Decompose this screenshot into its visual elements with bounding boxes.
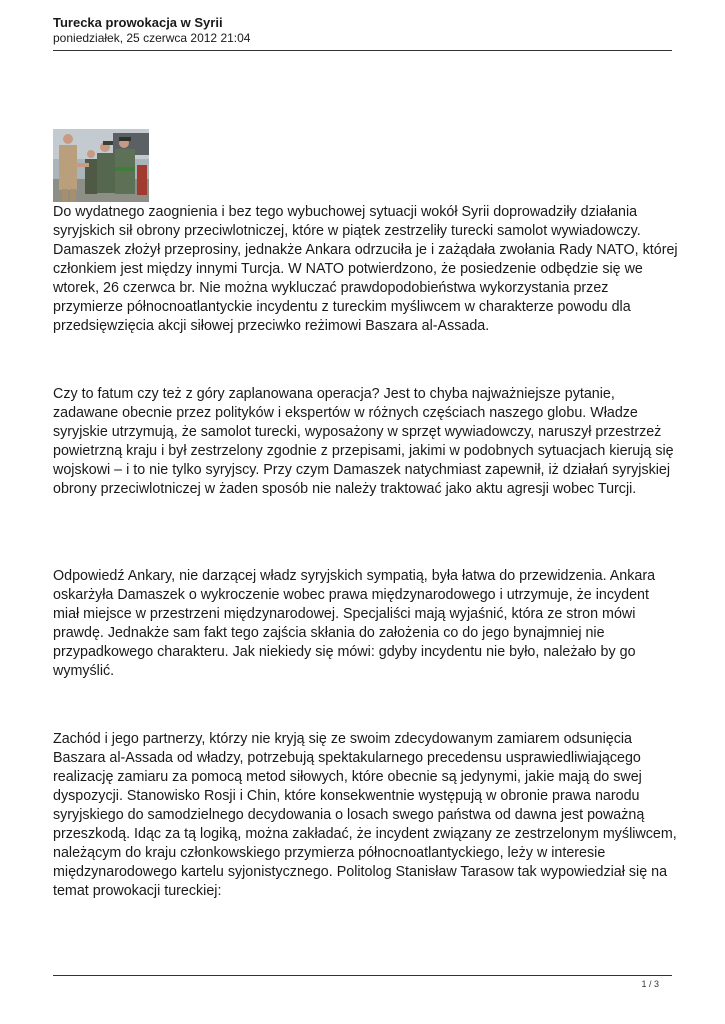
article-paragraph: Zachód i jego partnerzy, którzy nie kryją się ze swoim zdecydowanym zamiarem odsunięcia Baszara al-Assada od władzy, potrzebują spektakularnego precedensu usprawiedliwiającego realizację zamiaru za pomocą metod siłowych, które obecnie są jedynymi, jakie mają do swej dyspozycji. Stanowisko Rosji i Chin, które konsekwentnie występują w obronie prawa narodu syryjskiego do samodzielnego decydowania o losach swego państwa od dawna jest poważną przeszkodą. Idąc za tą logiką, można zakładać, że incydent związany ze zestrzelonym myśliwcem, należącym do kraju członkowskiego przymierza północnoatlantyckiego, leży w interesie międzynarodowego kartelu syjonistycznego. Politolog Stanisław Tarasow tak wypowiedział się na temat prowokacji tureckiej: xyxy=(53,731,677,899)
article-date: poniedziałek, 25 czerwca 2012 21:04 xyxy=(53,31,251,45)
article-title: Turecka prowokacja w Syrii xyxy=(53,15,223,30)
article-paragraph: Czy to fatum czy też z góry zaplanowana operacja? Jest to chyba najważniejsze pytanie, zadawane obecnie przez polityków i ekspertów w różnych częściach naszego globu. Władze syryjskie utrzymują, że samolot turecki, wyposażony w sprzęt wywiadowczy, naruszył przestrzeż powietrzną kraju i był zestrzelony zgodnie z przepisami, jakimi w podobnych sytuacjach kierują się wojskowi – i to nie tylko syryjscy. Przy czym Damaszek natychmiast zapewnił, iż działań syryjskiej obrony przeciwlotniczej w żaden sposób nie należy traktować jako aktu agresji wobec Turcji. xyxy=(53,386,674,497)
article-paragraph: Do wydatnego zaognienia i bez tego wybuchowej sytuacji wokół Syrii doprowadziły działania syryjskich sił obrony przeciwlotniczej, które w piątek zestrzeliły turecki samolot wywiadowczy. Damaszek złożył przeprosiny, jednakże Ankara odrzuciła je i zażądała zwołania Rady NATO, której członkiem jest między innymi Turcja. W NATO potwierdzono, że posiedzenie odbędzie się we wtorek, 26 czerwca br. Nie można wykluczać prawdopodobieństwa wykorzystania przez przymierze północnoatlantyckie incydentu z tureckim myśliwcem w charakterze powodu dla przedsięwzięcia akcji siłowej przeciwko reżimowi Baszara al-Assada. xyxy=(53,204,678,334)
document-header xyxy=(53,15,672,46)
header-divider xyxy=(53,50,672,51)
article-paragraph: Odpowiedź Ankary, nie darzącej władz syryjskich sympatią, była łatwa do przewidzenia. Ankara oskarżyła Damaszek o wykroczenie wobec prawa międzynarodowego i utrzymuje, że incydent miał miejsce w przestrzeni międzynarodowej. Specjaliści mają wyjaśnić, która ze stron mówi prawdę. Jednakże sam fakt tego zajścia skłania do założenia co do jego bynajmniej nie przypadkowego charakteru. Jak niekiedy się mówi: gdyby incydentu nie było, należało by go wymyślić. xyxy=(53,568,656,679)
page-number: 1 / 3 xyxy=(641,979,659,989)
article-photo xyxy=(53,129,149,202)
footer-divider xyxy=(53,975,672,976)
